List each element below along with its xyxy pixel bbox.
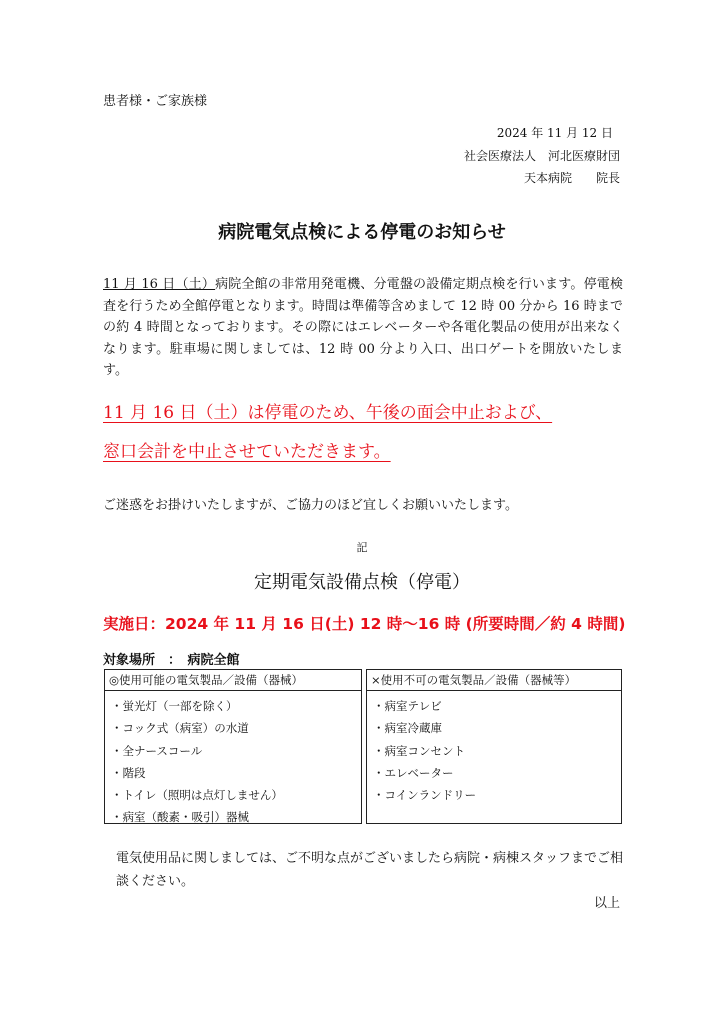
list-item: ・階段 (111, 765, 146, 780)
notice-date: 11 月 16 日（土） (103, 277, 216, 292)
implementation-date: 実施日：2024 年 11 月 16 日(土) 12 時〜16 時 (所要時間／約 4 時間) (103, 615, 626, 633)
unusable-header: ×使用不可の電気製品／設備（器械等） (367, 670, 621, 691)
page-title: 病院電気点検による停電のお知らせ (218, 222, 506, 243)
list-item: ・病室テレビ (373, 699, 442, 713)
list-item: ・コック式（病室）の水道 (111, 721, 249, 736)
red-notice-line-2: 窓口会計を中止させていただきます。 (103, 442, 391, 462)
usable-equipment-box (104, 669, 362, 824)
list-item: ・コインランドリー (373, 788, 477, 803)
recipients: 患者様・ご家族様 (103, 94, 208, 109)
closing-text: 電気使用品に関しましては、ご不明な点がございましたら病院・病棟スタッフまでご相談ください。 (116, 851, 624, 889)
details-subtitle: 定期電気設備点検（停電） (254, 572, 470, 593)
list-item: ・エレベーター (373, 765, 454, 780)
closing-ijou: 以上 (593, 896, 620, 911)
notice-text: 病院全館の非常用発電機、分電盤の設備定期点検を行います。停電検査を行うため全館停電となります。時間は準備等含めまして 12 時 00 分から 16 時までの約 4 時間となっております。その際にはエレベーターや各電化製品の使用が出来なくなります。駐車場に関しましては、12 時 00 分より入口、出口ゲートを開放いたします。 (103, 277, 623, 378)
list-item: ・トイレ（照明は点灯しません） (111, 788, 283, 803)
list-item: ・病室（酸素・吸引）器械 (111, 810, 249, 825)
unusable-equipment-box (366, 669, 622, 824)
organization: 社会医療法人 河北医療財団 (463, 149, 620, 163)
list-item: ・病室コンセント (373, 743, 465, 758)
usable-header: ◎使用可能の電気製品／設備（器械） (105, 670, 361, 691)
red-notice-line-1: 11 月 16 日（土）は停電のため、午後の面会中止および、 (103, 403, 553, 423)
unusable-list (367, 691, 621, 806)
issue-date: 2024 年 11 月 12 日 (496, 126, 613, 140)
apology-text: ご迷惑をお掛けいたしますが、ご協力のほど宜しくお願いいたします。 (103, 498, 518, 513)
notice-paragraph (103, 274, 623, 382)
list-item: ・病室冷蔵庫 (373, 721, 442, 736)
usable-list (105, 691, 361, 829)
sender: 天本病院 院長 (523, 171, 620, 185)
list-item: ・全ナースコール (111, 743, 203, 758)
list-item: ・蛍光灯（一部を除く） (111, 699, 238, 713)
ki-marker: 記 (356, 541, 368, 554)
target-location: 対象場所 ： 病院全館 (103, 653, 240, 668)
